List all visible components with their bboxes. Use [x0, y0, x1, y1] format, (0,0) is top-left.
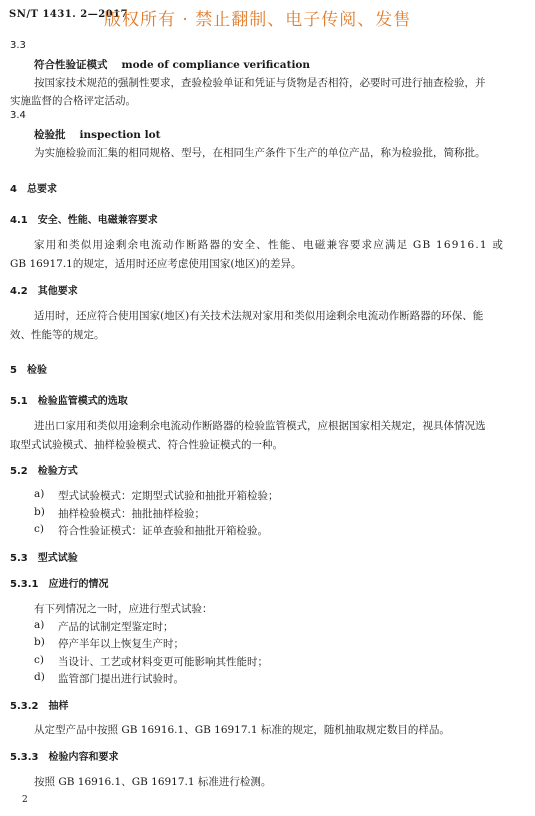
- list-item-mark: a): [34, 619, 45, 631]
- paragraph-5-3-2-line-1: 从定型产品中按照 GB 16916.1、GB 16917.1 标准的规定，随机抽取规定数目的样品。: [34, 724, 450, 736]
- paragraph-4-1-line-2: GB 16917.1的规定，适用时还应考虑使用国家(地区)的差异。: [10, 258, 302, 270]
- section-heading-5-3-1: 5.3.1 应进行的情况: [10, 579, 109, 590]
- definition-3-3-line-1: 按国家技术规范的强制性要求，查验检验单证和凭证与货物是否相符，必要时可进行抽查检验，并: [34, 77, 486, 89]
- list-item-text: 监管部门提出进行试验时。: [58, 673, 184, 685]
- list-item: [34, 636, 184, 650]
- list-item-mark: c): [34, 523, 44, 535]
- clause-number-3-4: 3.4: [10, 110, 26, 121]
- paragraph-4-2-line-2: 效、性能等的规定。: [10, 329, 105, 341]
- section-heading-5-3-3: 5.3.3 检验内容和要求: [10, 752, 119, 763]
- term-3-4-zh: 检验批: [34, 129, 66, 141]
- list-item-mark: b): [34, 636, 45, 648]
- list-item-mark: a): [34, 488, 45, 500]
- paragraph-5-1-line-2: 取型式试验模式、抽样检验模式、符合性验证模式的一种。: [10, 439, 283, 451]
- clause-number-3-3: 3.3: [10, 40, 26, 51]
- list-item-mark: c): [34, 654, 44, 666]
- list-item: [34, 506, 205, 520]
- section-heading-5-2: 5.2 检验方式: [10, 466, 78, 477]
- term-3-4: [34, 127, 160, 142]
- paragraph-5-3-3-line-1: 按照 GB 16916.1、GB 16917.1 标准进行检测。: [34, 776, 272, 788]
- paragraph-4-1-line-1: 家用和类似用途剩余电流动作断路器的安全、性能、电磁兼容要求应满足 GB 16916.1 或: [34, 239, 505, 251]
- list-item: [34, 671, 184, 685]
- paragraph-5-1-line-1: 进出口家用和类似用途剩余电流动作断路器的检验监管模式，应根据国家相关规定，视具体情况选: [34, 420, 486, 432]
- list-item-text: 型式试验模式：定期型式试验和抽批开箱检验；: [58, 490, 279, 502]
- list-item: [34, 619, 174, 633]
- list-item: [34, 523, 268, 537]
- paragraph-5-3-1-intro: 有下列情况之一时，应进行型式试验：: [34, 603, 213, 615]
- section-heading-4-2: 4.2 其他要求: [10, 286, 78, 297]
- term-3-3-en: mode of compliance verification: [121, 59, 311, 71]
- list-item-text: 当设计、工艺或材料变更可能影响其性能时；: [58, 656, 268, 668]
- paragraph-4-2-line-1: 适用时，还应符合使用国家(地区)有关技术法规对家用和类似用途剩余电流动作断路器的环保、能: [34, 310, 484, 322]
- definition-3-3-line-2: 实施监督的合格评定活动。: [10, 95, 136, 107]
- term-3-3-zh: 符合性验证模式: [34, 59, 108, 71]
- section-heading-5: 5 检验: [10, 365, 47, 376]
- document-code: SN/T 1431. 2—2017: [9, 9, 129, 20]
- page-number: 2: [22, 795, 28, 805]
- section-heading-4: 4 总要求: [10, 184, 57, 195]
- list-item-text: 停产半年以上恢复生产时；: [58, 638, 184, 650]
- definition-3-4-line-1: 为实施检验而汇集的相同规格、型号，在相同生产条件下生产的单位产品，称为检验批，简称批。: [34, 147, 486, 159]
- section-heading-5-3-2: 5.3.2 抽样: [10, 701, 69, 712]
- section-heading-5-3: 5.3 型式试验: [10, 553, 78, 564]
- section-heading-4-1: 4.1 安全、性能、电磁兼容要求: [10, 215, 158, 226]
- section-heading-5-1: 5.1 检验监管模式的选取: [10, 396, 128, 407]
- list-item-mark: b): [34, 506, 45, 518]
- list-item-mark: d): [34, 671, 45, 683]
- list-item-text: 产品的试制定型鉴定时；: [58, 621, 174, 633]
- list-item: [34, 488, 279, 502]
- copyright-watermark: 版权所有 · 禁止翻制、电子传阅、发售: [104, 10, 412, 30]
- list-item: [34, 654, 268, 668]
- list-item-text: 抽样检验模式：抽批抽样检验；: [58, 508, 205, 520]
- term-3-3: [34, 57, 310, 72]
- list-item-text: 符合性验证模式：证单查验和抽批开箱检验。: [58, 525, 268, 537]
- term-3-4-en: inspection lot: [79, 129, 161, 141]
